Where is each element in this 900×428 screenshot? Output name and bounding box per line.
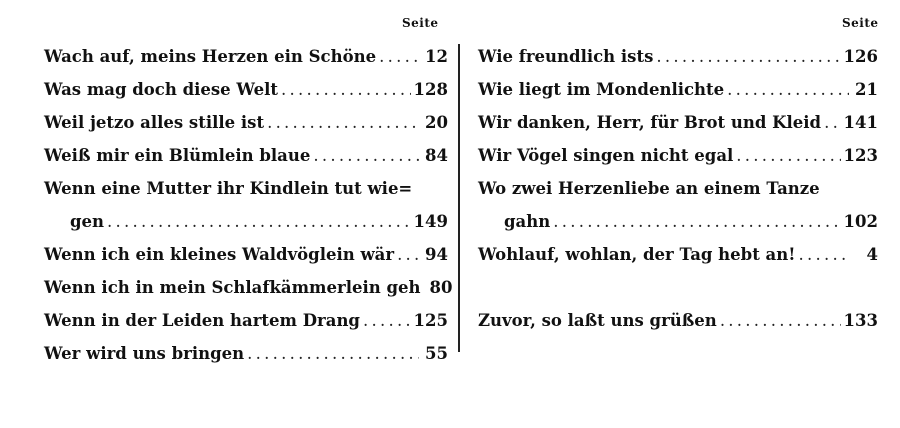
index-entry bbox=[478, 113, 878, 146]
index-column-left bbox=[44, 47, 453, 377]
index-entry-first-line bbox=[478, 179, 878, 212]
entry-title: Wie freundlich ists bbox=[478, 47, 654, 66]
index-entry bbox=[44, 245, 448, 278]
entry-page-number: 102 bbox=[843, 212, 878, 231]
entry-page-number: 21 bbox=[855, 80, 878, 99]
entry-page-number: 84 bbox=[425, 146, 448, 165]
index-entry bbox=[44, 344, 448, 377]
entry-title: Wo zwei Herzenliebe an einem Tanze bbox=[478, 179, 820, 198]
entry-page-number: 128 bbox=[413, 80, 448, 99]
dot-leader bbox=[799, 245, 850, 264]
entry-title: Weiß mir ein Blümlein blaue bbox=[44, 146, 311, 165]
index-entry bbox=[44, 146, 448, 179]
entry-page-number: 20 bbox=[425, 113, 448, 132]
dot-leader bbox=[397, 245, 419, 264]
dot-leader bbox=[727, 80, 849, 99]
entry-title: Wach auf, meins Herzen ein Schöne bbox=[44, 47, 377, 66]
blank-line bbox=[478, 278, 878, 311]
index-entry bbox=[478, 311, 878, 344]
index-entry bbox=[478, 146, 878, 179]
entry-title: Wir Vögel singen nicht egal bbox=[478, 146, 734, 165]
dot-leader bbox=[247, 344, 419, 363]
dot-leader bbox=[824, 113, 840, 132]
index-entry-continuation bbox=[44, 212, 448, 245]
entry-title: Zuvor, so laßt uns grüßen bbox=[478, 311, 717, 330]
entry-title-continuation: gahn bbox=[504, 212, 551, 231]
entry-page-number: 126 bbox=[843, 47, 878, 66]
index-entry-first-line bbox=[44, 179, 448, 212]
entry-title: Was mag doch diese Welt bbox=[44, 80, 278, 99]
entry-title: Weil jetzo alles stille ist bbox=[44, 113, 265, 132]
dot-leader bbox=[267, 113, 419, 132]
entry-page-number: 149 bbox=[413, 212, 448, 231]
dot-leader bbox=[107, 212, 411, 231]
dot-leader bbox=[281, 80, 411, 99]
dot-leader bbox=[656, 47, 840, 66]
index-entry bbox=[44, 80, 448, 113]
entry-title-continuation: gen bbox=[70, 212, 105, 231]
dot-leader bbox=[379, 47, 419, 66]
dot-leader bbox=[736, 146, 840, 165]
entry-title: Wie liegt im Mondenlichte bbox=[478, 80, 725, 99]
index-entry bbox=[478, 80, 878, 113]
index-entry bbox=[44, 113, 448, 146]
entry-page-number: 55 bbox=[425, 344, 448, 363]
entry-title: Wenn ich in mein Schlafkämmerlein geh bbox=[44, 278, 421, 297]
page-column-header-left: Seite bbox=[402, 16, 439, 30]
entry-page-number: 133 bbox=[843, 311, 878, 330]
entry-title: Wohlauf, wohlan, der Tag hebt an! bbox=[478, 245, 796, 264]
entry-page-number: 12 bbox=[425, 47, 448, 66]
entry-title: Wer wird uns bringen bbox=[44, 344, 245, 363]
index-entry bbox=[44, 278, 453, 311]
index-column-right bbox=[478, 47, 878, 344]
entry-page-number: 125 bbox=[413, 311, 448, 330]
index-entry bbox=[44, 311, 448, 344]
entry-page-number: 94 bbox=[425, 245, 448, 264]
entry-page-number: 123 bbox=[843, 146, 878, 165]
dot-leader bbox=[720, 311, 841, 330]
index-entry bbox=[478, 47, 878, 80]
entry-page-number: 141 bbox=[843, 113, 878, 132]
entry-title: Wenn in der Leiden hartem Drang bbox=[44, 311, 360, 330]
column-divider bbox=[458, 44, 460, 352]
dot-leader bbox=[363, 311, 411, 330]
index-entry bbox=[478, 245, 878, 278]
entry-page-number: 4 bbox=[866, 245, 878, 264]
entry-page-number: 80 bbox=[429, 278, 453, 297]
index-entry-continuation bbox=[478, 212, 878, 245]
dot-leader bbox=[553, 212, 840, 231]
entry-title: Wenn eine Mutter ihr Kindlein tut wie= bbox=[44, 179, 413, 198]
entry-title: Wenn ich ein kleines Waldvöglein wär bbox=[44, 245, 395, 264]
index-entry bbox=[44, 47, 448, 80]
entry-title: Wir danken, Herr, für Brot und Kleid bbox=[478, 113, 822, 132]
page-column-header-right: Seite bbox=[842, 16, 879, 30]
dot-leader bbox=[313, 146, 419, 165]
